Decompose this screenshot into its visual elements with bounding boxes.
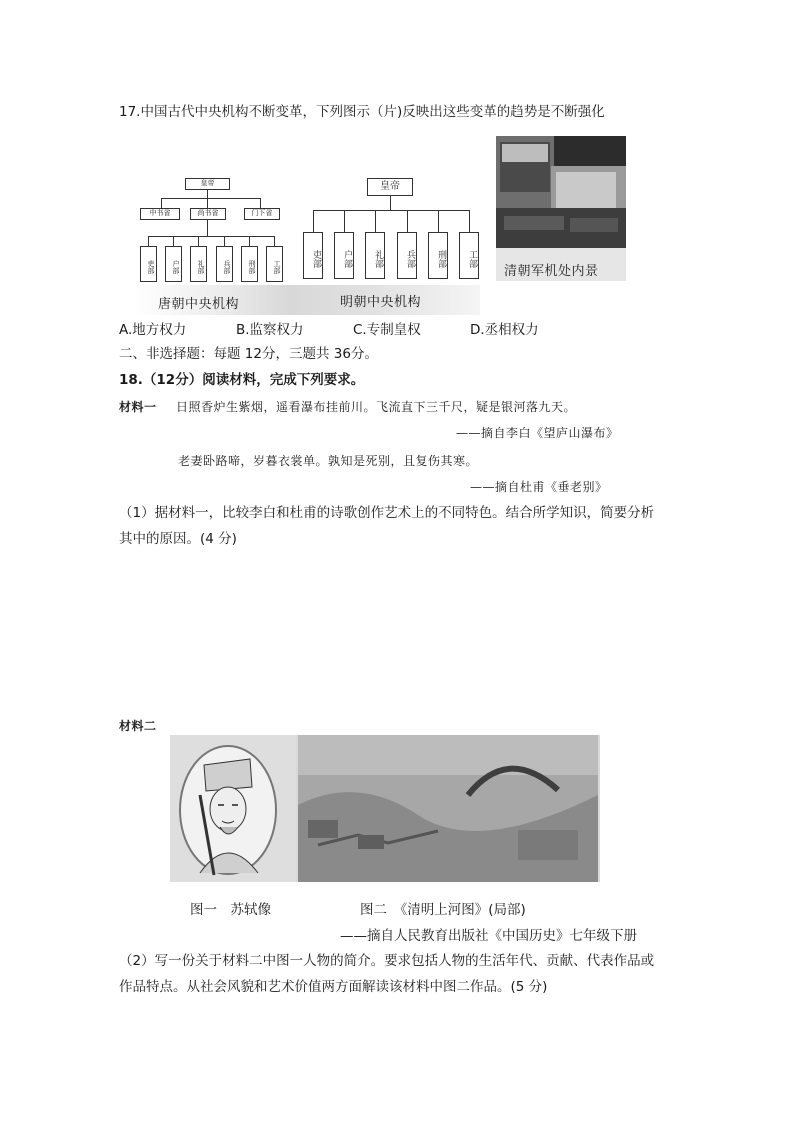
- qingming-scroll: [298, 735, 598, 882]
- poem-libai: 日照香炉生紫烟，遥看瀑布挂前川。飞流直下三千尺，疑是银河落九天。: [176, 400, 577, 414]
- ming-caption: 明朝中央机构: [340, 295, 422, 310]
- q18-stem: 18.（12分）阅读材料，完成下列要求。: [119, 372, 365, 388]
- tang-dept-box: 吏部: [140, 246, 157, 282]
- tang-dept-box: 礼部: [190, 246, 207, 282]
- poem-dufu: 老妻卧路啼，岁暮衣裳单。孰知是死别，且复伤其寒。: [178, 454, 479, 468]
- junjichu-photo: [496, 136, 626, 281]
- material2-images: [170, 735, 600, 882]
- option-b: B.监察权力: [236, 322, 304, 338]
- fig2-caption: 图二 《清明上河图》(局部): [360, 902, 526, 918]
- material1-label: 材料一: [119, 400, 157, 414]
- ming-dept-box: 刑部: [428, 232, 448, 279]
- tang-dept-box: 刑部: [241, 246, 258, 282]
- material2-label: 材料二: [119, 719, 157, 733]
- tang-caption: 唐朝中央机构: [158, 297, 240, 312]
- option-d: D.丞相权力: [470, 322, 539, 338]
- ming-emperor-box: 皇帝: [367, 178, 413, 196]
- tang-dept-box: 户部: [165, 246, 182, 282]
- ming-dept-box: 工部: [459, 232, 479, 279]
- tang-dept-box: 工部: [266, 246, 283, 282]
- source-libai: ——摘自李白《望庐山瀑布》: [456, 426, 619, 440]
- tang-shangshu-box: 尚书省: [190, 208, 226, 220]
- q18-sub1-line2: 其中的原因。(4 分): [119, 531, 237, 547]
- ming-dept-box: 吏部: [303, 232, 323, 279]
- fig1-caption: 图一 苏轼像: [190, 902, 271, 918]
- tang-menxia-box: 门下省: [244, 208, 280, 220]
- q18-sub2-line2: 作品特点。从社会风貌和艺术价值两方面解读该材料中图二作品。(5 分): [119, 979, 548, 995]
- ming-dept-box: 户部: [334, 232, 354, 279]
- tang-emperor-box: 皇帝: [185, 178, 230, 190]
- q17-stem: 17.中国古代中央机构不断变革，下列图示（片)反映出这些变革的趋势是不断强化: [119, 104, 605, 120]
- material2-source: ——摘自人民教育出版社《中国历史》七年级下册: [340, 928, 637, 944]
- tang-zhongshu-box: 中书省: [140, 208, 180, 220]
- su-shi-portrait: [170, 735, 296, 882]
- ming-dept-box: 兵部: [397, 232, 417, 279]
- q18-sub2-line1: （2）写一份关于材料二中图一人物的简介。要求包括人物的生活年代、贡献、代表作品或: [119, 953, 655, 969]
- option-a: A.地方权力: [119, 322, 187, 338]
- source-dufu: ——摘自杜甫《垂老别》: [470, 480, 608, 494]
- tang-dept-box: 兵部: [216, 246, 233, 282]
- option-c: C.专制皇权: [353, 322, 421, 338]
- section-heading: 二、非选择题：每题 12分，三题共 36分。: [119, 346, 378, 362]
- q18-sub1-line1: （1）据材料一，比较李白和杜甫的诗歌创作艺术上的不同特色。结合所学知识，简要分析: [119, 505, 655, 521]
- junjichu-caption: 清朝军机处内景: [504, 264, 599, 279]
- ming-dept-box: 礼部: [365, 232, 385, 279]
